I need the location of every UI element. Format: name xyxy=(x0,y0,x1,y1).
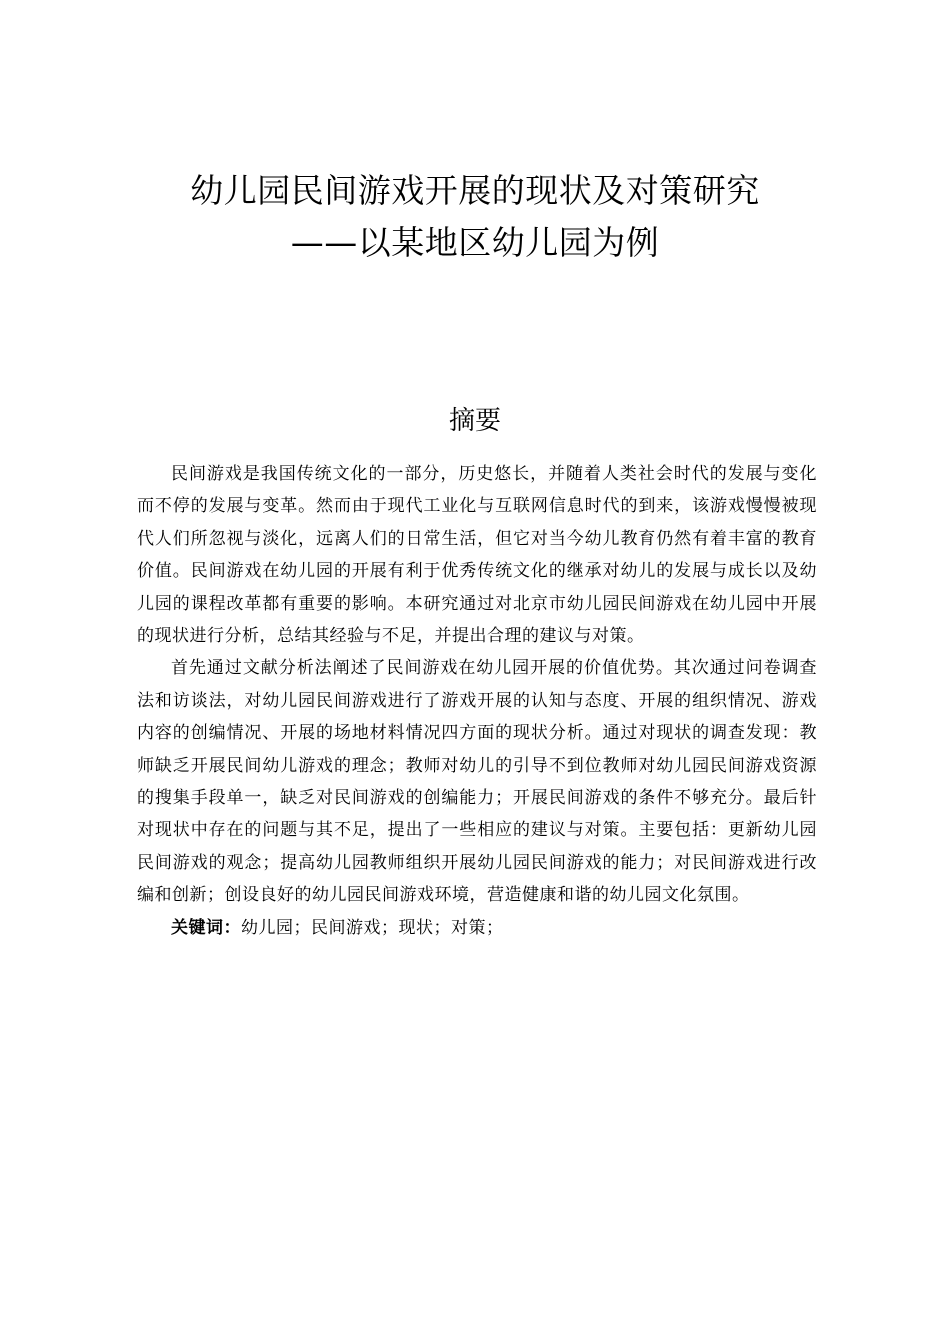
abstract-paragraph-2: 首先通过文献分析法阐述了民间游戏在幼儿园开展的价值优势。其次通过问卷调查法和访谈法，对幼儿园民间游戏进行了游戏开展的认知与态度、开展的组织情况、游戏内容的创编情况、开展的场地材料情况四方面的现状分析。通过对现状的调查发现：教师缺乏开展民间幼儿游戏的理念；教师对幼儿的引导不到位教师对幼儿园民间游戏资源的搜集手段单一，缺乏对民间游戏的创编能力；开展民间游戏的条件不够充分。最后针对现状中存在的问题与其不足，提出了一些相应的建议与对策。主要包括：更新幼儿园民间游戏的观念；提高幼儿园教师组织开展幼儿园民间游戏的能力；对民间游戏进行改编和创新；创设良好的幼儿园民间游戏环境，营造健康和谐的幼儿园文化氛围。 xyxy=(137,658,817,906)
keywords-line xyxy=(137,912,817,944)
abstract-body xyxy=(137,458,817,944)
paper-title: 幼儿园民间游戏开展的现状及对策研究 xyxy=(190,171,760,210)
keywords-value: 幼儿园；民间游戏；现状；对策； xyxy=(241,917,504,938)
abstract-paragraph-1: 民间游戏是我国传统文化的一部分，历史悠长，并随着人类社会时代的发展与变化而不停的发展与变革。然而由于现代工业化与互联网信息时代的到来，该游戏慢慢被现代人们所忽视与淡化，远离人们的日常生活，但它对当今幼儿教育仍然有着丰富的教育价值。民间游戏在幼儿园的开展有利于优秀传统文化的继承对幼儿的发展与成长以及幼儿园的课程改革都有重要的影响。本研究通过对北京市幼儿园民间游戏在幼儿园中开展的现状进行分析，总结其经验与不足，并提出合理的建议与对策。 xyxy=(137,464,817,647)
paper-subtitle: ——以某地区幼儿园为例 xyxy=(290,223,660,262)
keywords-label: 关键词： xyxy=(171,917,241,938)
abstract-heading: 摘要 xyxy=(448,406,501,436)
